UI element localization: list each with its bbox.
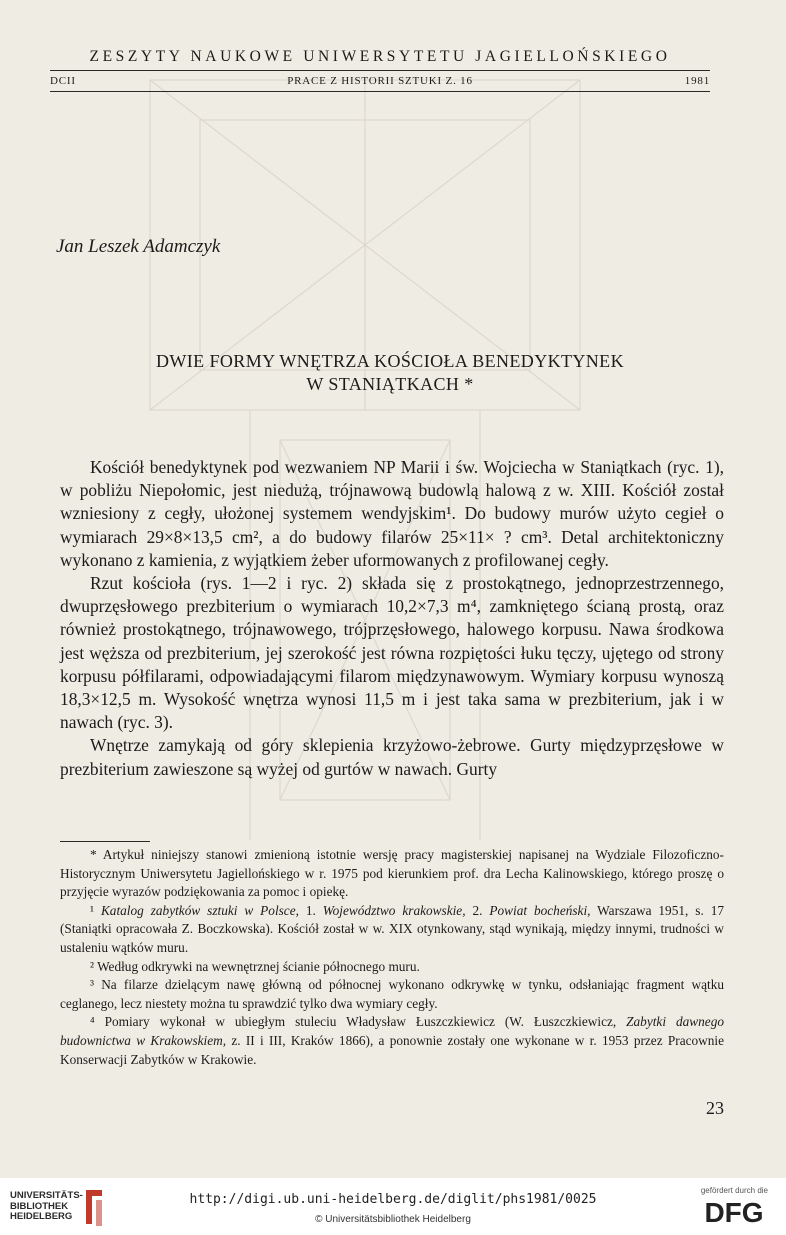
footnote-1-text-1: 1.	[298, 902, 323, 918]
body-text	[60, 456, 724, 781]
footnote-rule	[60, 841, 150, 842]
footnote-2: ² Według odkrywki na wewnętrznej ścianie północnego muru.	[90, 958, 420, 974]
page-number: 23	[706, 1098, 724, 1118]
volume-number: DCII	[50, 75, 76, 87]
series-subtitle: PRACE Z HISTORII SZTUKI Z. 16	[287, 75, 473, 87]
footnote-4-text-2: z. II i III, Kraków 1866), a ponownie zostały one wykonane w r. 1953 przez Pracownie Konserwacji Zabytków w Krakowie.	[60, 1032, 724, 1067]
footnote-4-title: Zabytki dawnego budownictwa w Krakowskiem,	[60, 1014, 724, 1048]
series-title: ZESZYTY NAUKOWE UNIWERSYTETU JAGIELLOŃSKIEGO	[89, 48, 671, 65]
dfg-caption: gefördert durch die	[700, 1186, 768, 1195]
footnote-1-title-2: Województwo krakowskie,	[322, 902, 466, 918]
permalink-url[interactable]: http://digi.ub.uni-heidelberg.de/diglit/phs1981/0025	[189, 1192, 597, 1207]
author: Jan Leszek Adamczyk	[56, 236, 221, 257]
article-title	[40, 350, 740, 396]
header-rule-top	[50, 70, 710, 71]
title-line-2: W STANIĄTKACH *	[306, 374, 474, 394]
paragraph-1: Kościół benedyktynek pod wezwaniem NP Marii i św. Wojciecha w Staniątkach (ryc. 1), w pobliżu Niepołomic, jest niedużą, trójnawową budowlą halową z w. XIII. Kościół został wzniesiony z cegły, ułożonej systemem wendyjskim¹. Do budowy murów użyto cegieł o wymiarach 29×8×13,5 cm², a do budowy filarów 25×11× ? cm³. Detal architektoniczny wykonano z kamienia, z wyjątkiem żeber uformowanych z profilowanej cegły.	[60, 457, 724, 570]
copyright: © Universitätsbibliothek Heidelberg	[315, 1214, 471, 1225]
footnote-4-text-1: ⁴ Pomiary wykonał w ubiegłym stuleciu Władysław Łuszczkiewicz (W. Łuszczkiewicz,	[90, 1014, 627, 1030]
footnote-1-text-3: Warszawa 1951, s. 17 (Staniątki opracowała Z. Boczkowska). Kościół został w w. XIX otynkowany, stąd wynikają, między innymi, trudności w ustaleniu wątków muru.	[60, 902, 724, 955]
library-name-line-3: HEIDELBERG	[10, 1211, 73, 1222]
header-rule-bottom	[50, 91, 710, 92]
year: 1981	[684, 75, 710, 87]
paragraph-2: Rzut kościoła (rys. 1—2 i ryc. 2) składa się z prostokątnego, jednoprzestrzennego, dwuprzęsłowego prezbiterium o wymiarach 10,2×7,3 m⁴, zamkniętego ścianą prostą, oraz również prostokątnego, trójnawowego, trójprzęsłowego, halowego korpusu. Nawa środkowa jest węższa od prezbiterium, jej szerokość jest równa rozpiętości łuku tęczy, ujętego od strony korpusu półfilarami, odpowiadającymi filarom międzynawowym. Wymiary korpusu wynoszą 18,3×12,5 m. Wysokość wnętrza wynosi 11,5 m i jest taka sama w prezbiterium, jak i w nawach (ryc. 3).	[60, 573, 724, 733]
footnote-1-title-1: Katalog zabytków sztuki w Polsce,	[100, 902, 299, 918]
footnotes	[60, 846, 724, 1069]
library-name-line-2: BIBLIOTHEK	[10, 1200, 69, 1212]
dfg-logo[interactable]	[696, 1197, 772, 1227]
library-name-line-1: UNIVERSITÄTS-	[10, 1190, 83, 1201]
viewer-footer	[0, 1178, 786, 1235]
title-line-1: DWIE FORMY WNĘTRZA KOŚCIOŁA BENEDYKTYNEK	[156, 351, 624, 371]
footnote-star: * Artykuł niniejszy stanowi zmienioną istotnie wersję pracy magisterskiej napisanej na Wydziale Filozoficzno-Historycznym Uniwersytetu Jagiellońskiego w r. 1975 pod kierunkiem prof. dra Lecha Kalinowskiego, którego proszę o przyjęcie wyrazów podziękowania za pomoc i opiekę.	[60, 847, 724, 900]
footnote-1	[60, 902, 724, 958]
footnote-3: ³ Na filarze dzielącym nawę główną od północnej wykonano odkrywkę w tynku, odsłaniając fragment wątku ceglanego, lecz niestety można tu sprawdzić tylko dwa wymiary cegły.	[60, 977, 724, 1011]
footnote-1-title-3: Powiat bocheński,	[489, 902, 591, 918]
dfg-logo-text: DFG	[704, 1197, 764, 1227]
paragraph-3: Wnętrze zamykają od góry sklepienia krzyżowo-żebrowe. Gurty międzyprzęsłowe w prezbiterium zawieszone są wyżej od gurtów w nawach. Gurty	[60, 735, 724, 779]
header-row	[50, 75, 710, 89]
footnote-1-number: ¹	[90, 902, 94, 918]
footnote-4	[60, 1013, 724, 1069]
footnote-1-text-2: 2.	[465, 902, 490, 918]
